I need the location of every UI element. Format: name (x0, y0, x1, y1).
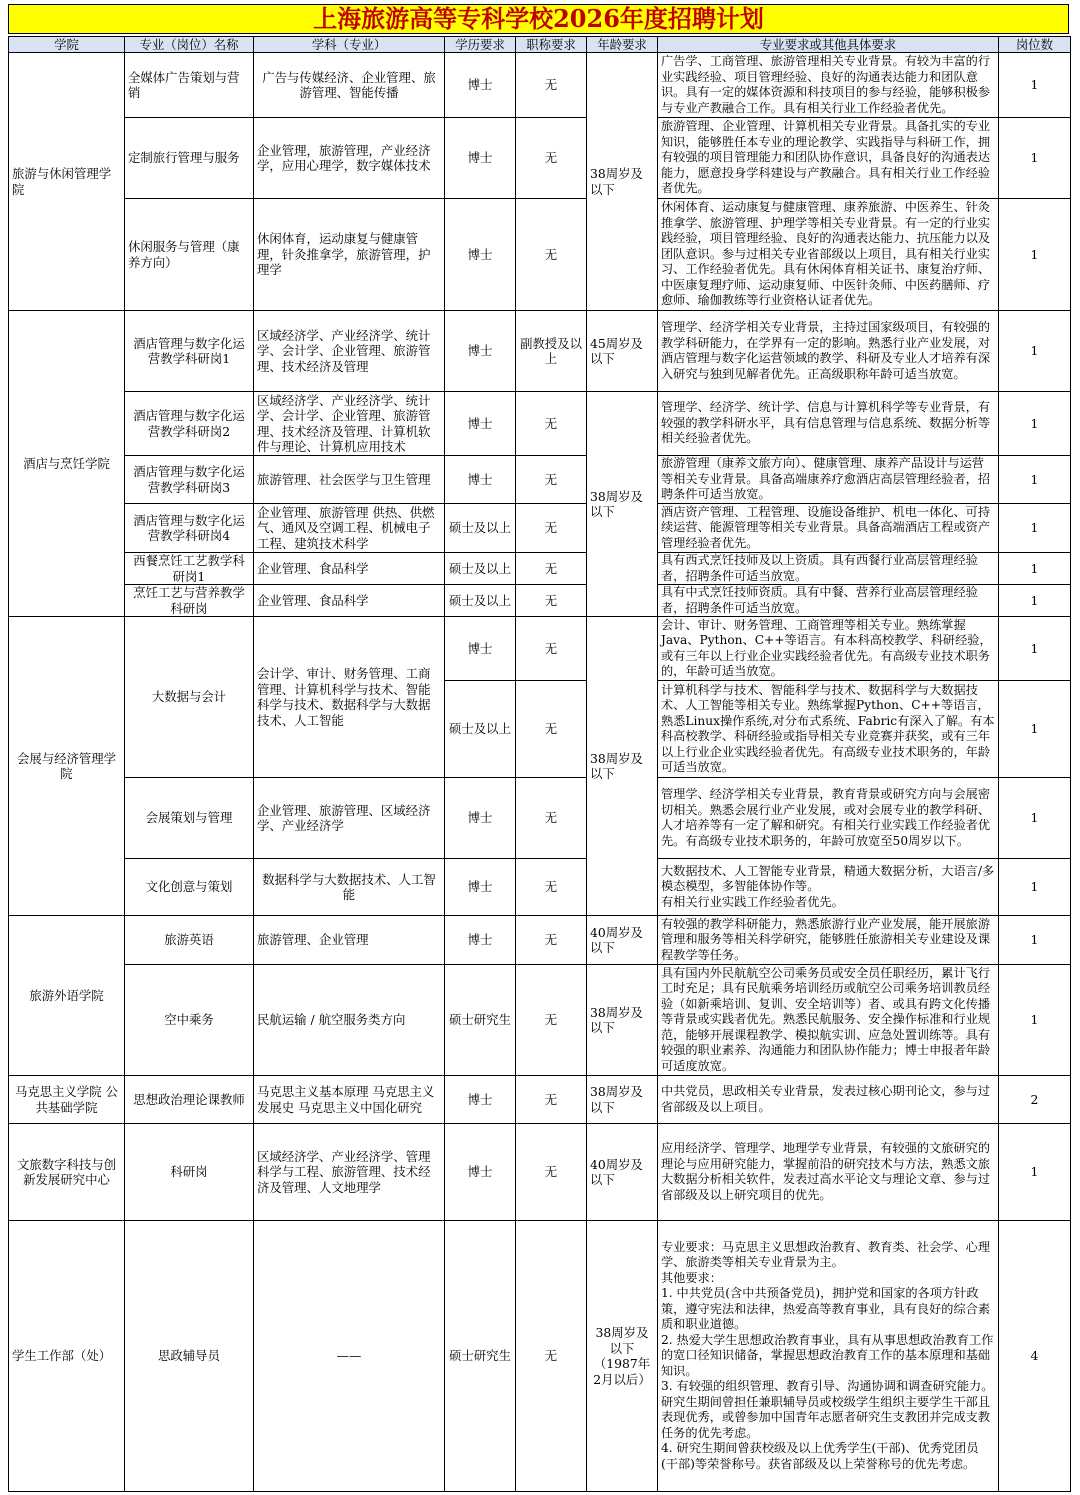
requirements-cell: 旅游管理、企业管理、计算机相关专业背景。具备扎实的专业知识，能够胜任本专业的理论教学、实践指导与科研工作，拥有较强的项目管理能力和团队协作意识，具备良好的沟通表达能力，愿意投身学科建设与产教融合。具有相关行业工作经验者优先。 (658, 118, 999, 199)
count-cell: 1 (999, 53, 1071, 118)
position-cell: 会展策划与管理 (125, 778, 254, 859)
degree-cell: 硕士及以上 (445, 585, 516, 617)
table-row (9, 553, 1071, 585)
position-cell: 思想政治理论课教师 (125, 1076, 254, 1124)
subject-cell: 企业管理、旅游管理 供热、供燃气、通风及空调工程、机械电子工程、建筑技术科学 (254, 504, 445, 553)
table-row (9, 778, 1071, 859)
position-cell: 酒店管理与数字化运营教学科研岗4 (125, 504, 254, 553)
title-req-cell: 无 (516, 1221, 587, 1492)
requirements-cell: 管理学、经济学、统计学、信息与计算机科学等专业背景，有较强的教学科研水平，具有信息管理与信息系统、数据分析等相关经验者优先。 (658, 392, 999, 456)
subject-cell: 企业管理、旅游管理、区域经济学、产业经济学 (254, 778, 445, 859)
age-cell: 40周岁及以下 (587, 1124, 658, 1221)
degree-cell: 博士 (445, 778, 516, 859)
age-cell: 38周岁及以下（1987年2月以后） (587, 1221, 658, 1492)
position-cell: 思政辅导员 (125, 1221, 254, 1492)
table-row (9, 504, 1071, 553)
count-cell: 1 (999, 1124, 1071, 1221)
count-cell: 1 (999, 778, 1071, 859)
requirements-cell: 具有中式烹饪技师资质。具有中餐、营养行业高层管理经验者，招聘条件可适当放宽。 (658, 585, 999, 617)
title-req-cell: 无 (516, 916, 587, 965)
degree-cell: 硕士研究生 (445, 965, 516, 1076)
position-cell: 酒店管理与数字化运营教学科研岗2 (125, 392, 254, 456)
table-header-row (9, 37, 1071, 53)
position-cell: 文化创意与策划 (125, 859, 254, 916)
title-req-cell: 无 (516, 118, 587, 199)
position-cell: 休闲服务与管理（康养方向） (125, 199, 254, 311)
table-row (9, 311, 1071, 392)
requirements-cell: 专业要求：马克思主义思想政治教育、教育类、社会学、心理学、旅游类等相关专业背景为主。 其他要求： 1. 中共党员(含中共预备党员)，拥护党和国家的各项方针政策，遵守宪法和法律，热爱高等教育事业，具有良好的综合素质和职业道德。 2. 热爱大学生思想政治教育事业，具有从事思想政治教育工作的宽口径知识储备，掌握思想政治教育工作的基本原理和基础知识。 3. 有较强的组织管理、教育引导、沟通协调和调查研究能力。研究生期间曾担任兼职辅导员或校级学生组织主要学生干部且表现优秀，或曾参加中国青年志愿者研究生支教团并完成支教任务的优先考虑。 4. 研究生期间曾获校级及以上优秀学生(干部)、优秀党团员(干部)等荣誉称号。获省部级及以上荣誉称号的优先考虑。 (658, 1221, 999, 1492)
table-row (9, 199, 1071, 311)
college-cell: 文旅数字科技与创新发展研究中心 (9, 1124, 125, 1221)
title-req-cell: 无 (516, 553, 587, 585)
subject-cell: 区域经济学、产业经济学、管理科学与工程、旅游管理、技术经济及管理、人文地理学 (254, 1124, 445, 1221)
count-cell: 1 (999, 681, 1071, 778)
header-age: 年龄要求 (587, 37, 658, 53)
table-row (9, 1221, 1071, 1492)
subject-cell: 民航运输 / 航空服务类方向 (254, 965, 445, 1076)
header-subject: 学科（专业） (254, 37, 445, 53)
degree-cell: 博士 (445, 53, 516, 118)
position-cell: 定制旅行管理与服务 (125, 118, 254, 199)
subject-cell: 休闲体育，运动康复与健康管理，针灸推拿学，旅游管理，护理学 (254, 199, 445, 311)
header-degree: 学历要求 (445, 37, 516, 53)
table-row (9, 392, 1071, 456)
requirements-cell: 应用经济学、管理学、地理学专业背景，有较强的文旅研究的理论与应用研究能力，掌握前沿的研究技术与方法，熟悉文旅大数据分析相关软件，发表过高水平论文与理论文章、参与过省部级及以上研究项目的优先。 (658, 1124, 999, 1221)
count-cell: 1 (999, 617, 1071, 681)
requirements-cell: 中共党员，思政相关专业背景，发表过核心期刊论文，参与过省部级及以上项目。 (658, 1076, 999, 1124)
count-cell: 1 (999, 916, 1071, 965)
count-cell: 2 (999, 1076, 1071, 1124)
table-row (9, 1124, 1071, 1221)
table-row (9, 53, 1071, 118)
degree-cell: 博士 (445, 199, 516, 311)
subject-cell: 会计学、审计、财务管理、工商管理、计算机科学与技术、智能科学与技术、数据科学与大数据技术、人工智能 (254, 617, 445, 778)
table-row (9, 965, 1071, 1076)
degree-cell: 博士 (445, 1076, 516, 1124)
count-cell: 1 (999, 199, 1071, 311)
degree-cell: 博士 (445, 916, 516, 965)
college-cell: 旅游与休闲管理学院 (9, 53, 125, 311)
title-req-cell: 无 (516, 199, 587, 311)
age-cell: 45周岁及以下 (587, 311, 658, 392)
degree-cell: 硕士研究生 (445, 1221, 516, 1492)
position-cell: 旅游英语 (125, 916, 254, 965)
subject-cell: 数据科学与大数据技术、人工智能 (254, 859, 445, 916)
degree-cell: 博士 (445, 118, 516, 199)
title-req-cell: 无 (516, 617, 587, 681)
title-req-cell: 副教授及以上 (516, 311, 587, 392)
position-cell: 酒店管理与数字化运营教学科研岗3 (125, 456, 254, 504)
title-req-cell: 无 (516, 1124, 587, 1221)
table-row (9, 1076, 1071, 1124)
requirements-cell: 有较强的教学科研能力，熟悉旅游行业产业发展，能开展旅游管理和服务等相关科学研究，能够胜任旅游相关专业建设及课程教学等任务。 (658, 916, 999, 965)
requirements-cell: 具有西式烹饪技师及以上资质。具有西餐行业高层管理经验者，招聘条件可适当放宽。 (658, 553, 999, 585)
position-cell: 科研岗 (125, 1124, 254, 1221)
college-cell: 学生工作部（处） (9, 1221, 125, 1492)
title-req-cell: 无 (516, 456, 587, 504)
requirements-cell: 大数据技术、人工智能专业背景，精通大数据分析，大语言/多模态模型，多智能体协作等。 有相关行业实践工作经验者优先。 (658, 859, 999, 916)
college-cell: 旅游外语学院 (9, 916, 125, 1076)
subject-cell: 企业管理、食品科学 (254, 553, 445, 585)
degree-cell: 博士 (445, 392, 516, 456)
count-cell: 1 (999, 585, 1071, 617)
subject-cell: 企业管理，旅游管理，产业经济学，应用心理学，数字媒体技术 (254, 118, 445, 199)
subject-cell: —— (254, 1221, 445, 1492)
age-cell: 40周岁及以下 (587, 916, 658, 965)
title-req-cell: 无 (516, 504, 587, 553)
requirements-cell: 广告学、工商管理、旅游管理相关专业背景。有较为丰富的行业实践经验、项目管理经验、良好的沟通表达能力和团队意识。具有一定的媒体资源和科技项目的参与经验，能够积极参与专业产教融合工作。具有相关行业工作经验者优先。 (658, 53, 999, 118)
degree-cell: 硕士及以上 (445, 681, 516, 778)
position-cell: 全媒体广告策划与营销 (125, 53, 254, 118)
table-row (9, 859, 1071, 916)
title-req-cell: 无 (516, 392, 587, 456)
title-req-cell: 无 (516, 965, 587, 1076)
degree-cell: 博士 (445, 617, 516, 681)
count-cell: 1 (999, 553, 1071, 585)
degree-cell: 博士 (445, 1124, 516, 1221)
age-cell: 38周岁及以下 (587, 392, 658, 617)
count-cell: 1 (999, 859, 1071, 916)
title-req-cell: 无 (516, 585, 587, 617)
requirements-cell: 会计、审计、财务管理、工商管理等相关专业。熟练掌握Java、Python、C++等语言。有本科高校教学、科研经验，或有三年以上行业企业实践经验者优先。有高级专业技术职务的，年龄可适当放宽。 (658, 617, 999, 681)
subject-cell: 马克思主义基本原理 马克思主义发展史 马克思主义中国化研究 (254, 1076, 445, 1124)
requirements-cell: 酒店资产管理、工程管理、设施设备维护、机电一体化、可持续运营、能源管理等相关专业背景。具备高端酒店工程或资产管理经验者优先。 (658, 504, 999, 553)
requirements-cell: 管理学、经济学相关专业背景，教育背景或研究方向与会展密切相关。熟悉会展行业产业发展，或对会展专业的教学科研、人才培养等有一定了解和研究。有相关行业实践工作经验者优先。有高级专业技术职务的，年龄可放宽至50周岁以下。 (658, 778, 999, 859)
degree-cell: 博士 (445, 311, 516, 392)
subject-cell: 旅游管理、企业管理 (254, 916, 445, 965)
table-row (9, 916, 1071, 965)
subject-cell: 旅游管理、社会医学与卫生管理 (254, 456, 445, 504)
college-cell: 马克思主义学院 公共基础学院 (9, 1076, 125, 1124)
degree-cell: 博士 (445, 456, 516, 504)
count-cell: 1 (999, 118, 1071, 199)
age-cell: 38周岁及以下 (587, 617, 658, 916)
table-row (9, 617, 1071, 681)
age-cell: 38周岁及以下 (587, 1076, 658, 1124)
count-cell: 1 (999, 392, 1071, 456)
degree-cell: 硕士及以上 (445, 553, 516, 585)
title-req-cell: 无 (516, 1076, 587, 1124)
age-cell: 38周岁及以下 (587, 965, 658, 1076)
requirements-cell: 旅游管理（康养文旅方向）、健康管理、康养产品设计与运营等相关专业背景。具备高端康养疗愈酒店高层管理经验者，招聘条件可适当放宽。 (658, 456, 999, 504)
header-college: 学院 (9, 37, 125, 53)
title-req-cell: 无 (516, 859, 587, 916)
title-req-cell: 无 (516, 778, 587, 859)
count-cell: 1 (999, 965, 1071, 1076)
title-req-cell: 无 (516, 53, 587, 118)
requirements-cell: 休闲体育、运动康复与健康管理、康养旅游、中医养生、针灸推拿学、旅游管理、护理学等相关专业背景。有一定的行业实践经验，项目管理经验、良好的沟通表达能力、抗压能力以及团队意识。参与过相关专业省部级以上项目，具有相关行业实习、工作经验者优先。具有休闲体育相关证书、康复治疗师、中医康复理疗师、运动康复师、中医针灸师、中医药膳师、疗愈师、瑜伽教练等行业资格认证者优先。 (658, 199, 999, 311)
requirements-cell: 管理学、经济学相关专业背景，主持过国家级项目，有较强的教学科研能力，在学界有一定的影响。熟悉行业产业发展，对酒店管理与数字化运营领域的教学、科研及专业人才培养有深入研究与独到见解者优先。正高级职称年龄可适当放宽。 (658, 311, 999, 392)
recruitment-table (8, 36, 1071, 1492)
count-cell: 4 (999, 1221, 1071, 1492)
requirements-cell: 具有国内外民航航空公司乘务员或安全员任职经历，累计飞行工时充足；具有民航乘务培训经历或航空公司乘务培训教员经验（如新乘培训、复训、安全培训等）者、或具有跨文化传播等背景或实践者优先。熟悉民航服务、安全操作标准和行业规范，能够开展课程教学、模拟航实训、应急处置训练等。具有较强的职业素养、沟通能力和团队协作能力；博士申报者年龄可适度放宽。 (658, 965, 999, 1076)
header-count: 岗位数 (999, 37, 1071, 53)
degree-cell: 博士 (445, 859, 516, 916)
subject-cell: 广告与传媒经济、企业管理、旅游管理、智能传播 (254, 53, 445, 118)
count-cell: 1 (999, 311, 1071, 392)
subject-cell: 企业管理、食品科学 (254, 585, 445, 617)
position-cell: 烹饪工艺与营养教学科研岗 (125, 585, 254, 617)
position-cell: 空中乘务 (125, 965, 254, 1076)
college-cell: 酒店与烹饪学院 (9, 311, 125, 617)
subject-cell: 区域经济学、产业经济学、统计学、会计学、企业管理、旅游管理、技术经济及管理 (254, 311, 445, 392)
position-cell: 大数据与会计 (125, 617, 254, 778)
subject-cell: 区域经济学、产业经济学、统计学、会计学、企业管理、旅游管理、技术经济及管理、计算机软件与理论、计算机应用技术 (254, 392, 445, 456)
position-cell: 西餐烹饪工艺教学科研岗1 (125, 553, 254, 585)
title-req-cell: 无 (516, 681, 587, 778)
college-cell: 会展与经济管理学院 (9, 617, 125, 916)
header-position: 专业（岗位）名称 (125, 37, 254, 53)
degree-cell: 硕士及以上 (445, 504, 516, 553)
header-title: 职称要求 (516, 37, 587, 53)
age-cell: 38周岁及以下 (587, 53, 658, 311)
header-requirements: 专业要求或其他具体要求 (658, 37, 999, 53)
count-cell: 1 (999, 456, 1071, 504)
page-title: 上海旅游高等专科学校2026年度招聘计划 (8, 4, 1069, 34)
table-row (9, 456, 1071, 504)
count-cell: 1 (999, 504, 1071, 553)
table-row (9, 118, 1071, 199)
requirements-cell: 计算机科学与技术、智能科学与技术、数据科学与大数据技术、人工智能等相关专业。熟练掌握Python、C++等语言，熟悉Linux操作系统,对分布式系统、Fabric有深入了解。有本科高校教学、科研经验或指导相关专业竞赛并获奖，或有三年以上行业企业实践经验者优先。有高级专业技术职务的，年龄可适当放宽。 (658, 681, 999, 778)
table-row (9, 585, 1071, 617)
position-cell: 酒店管理与数字化运营教学科研岗1 (125, 311, 254, 392)
